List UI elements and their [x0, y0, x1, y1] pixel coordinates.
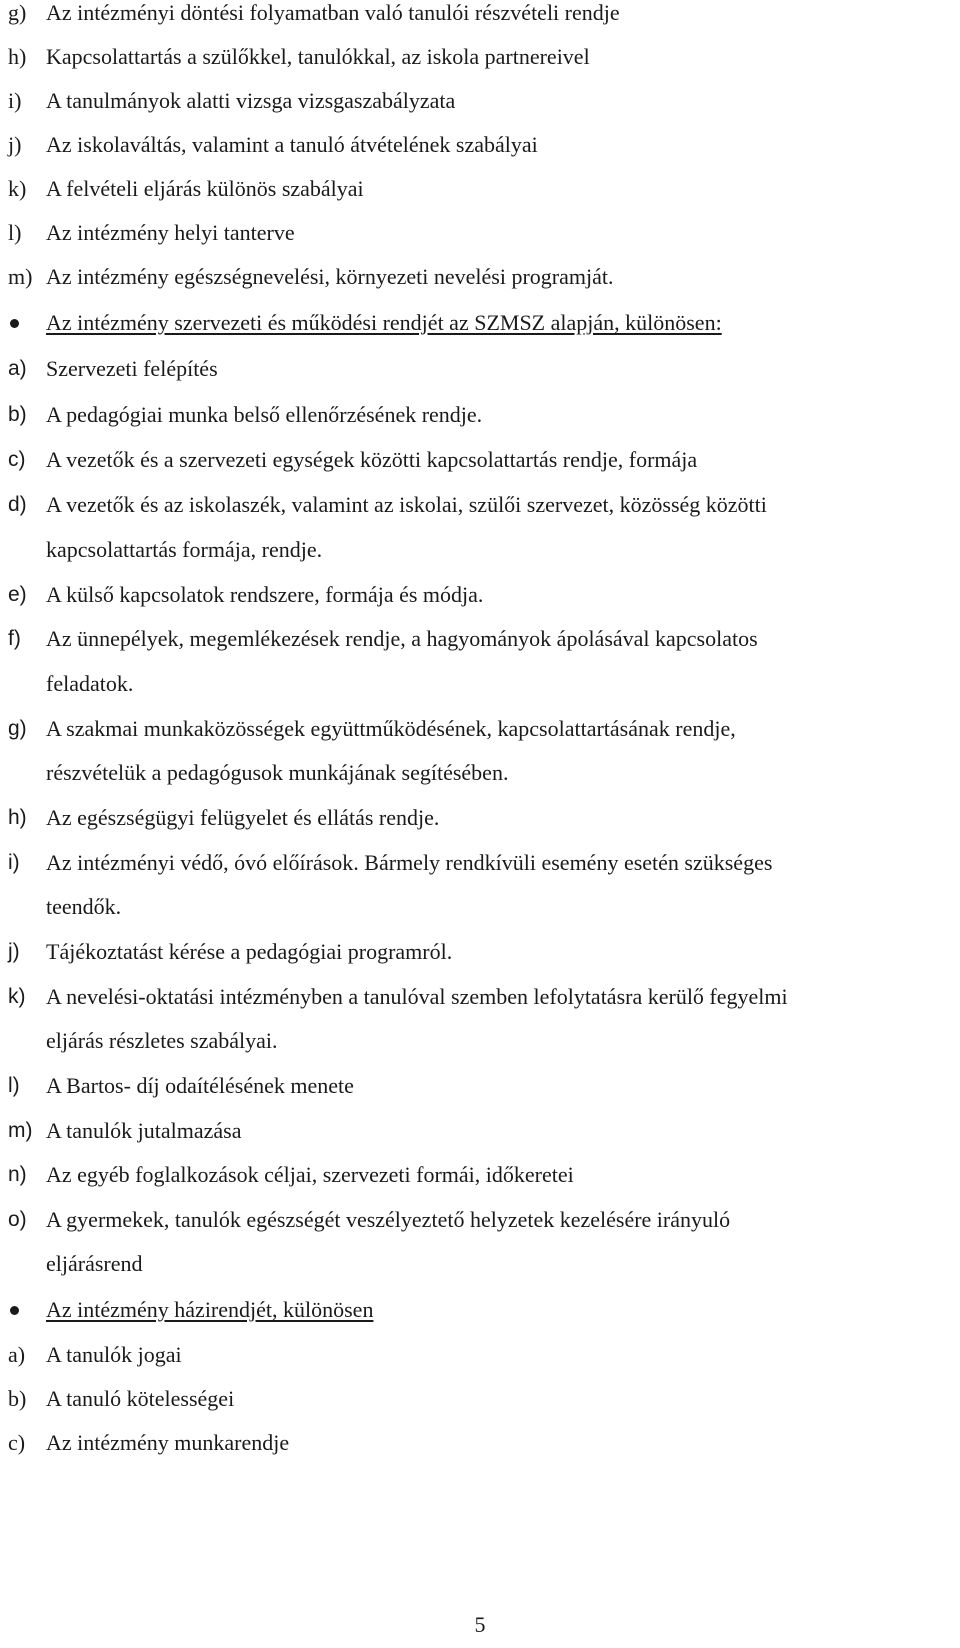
list-marker: d) [8, 493, 27, 516]
list-marker: a) [8, 1342, 26, 1367]
list-marker: l) [8, 1074, 20, 1097]
list-marker: b) [8, 403, 27, 426]
list-item-text: A tanulók jogai [46, 1342, 182, 1367]
list-marker: g) [8, 717, 27, 740]
bullet-icon [10, 1306, 19, 1315]
list-marker: g) [8, 0, 27, 25]
list-item-text: teendők. [46, 894, 122, 919]
list-item-text: Szervezeti felépítés [46, 356, 218, 381]
list-item-text: Az egyéb foglalkozások céljai, szervezeti formái, időkeretei [46, 1162, 574, 1187]
list-item-text: A vezetők és az iskolaszék, valamint az iskolai, szülői szervezet, közösség közötti [46, 492, 767, 517]
list-marker: m) [8, 264, 33, 289]
list-marker: k) [8, 985, 26, 1008]
list-marker: o) [8, 1208, 27, 1231]
list-marker: i) [8, 851, 20, 874]
list-item-text: Az intézmény munkarendje [46, 1430, 290, 1455]
list-marker: a) [8, 357, 27, 380]
list-item-text: A tanuló kötelességei [46, 1386, 235, 1411]
list-item-text: A felvételi eljárás különös szabályai [46, 176, 364, 201]
list-item-text: A gyermekek, tanulók egészségét veszélyeztető helyzetek kezelésére irányuló [46, 1207, 731, 1232]
list-marker: f) [8, 627, 21, 650]
list-item-text: eljárás részletes szabályai. [46, 1028, 278, 1053]
list-marker: j) [8, 132, 22, 157]
list-marker: e) [8, 583, 27, 606]
list-item-text: A nevelési-oktatási intézményben a tanulóval szemben lefolytatásra kerülő fegyelmi [46, 984, 788, 1009]
list-item-text: Tájékoztatást kérése a pedagógiai programról. [46, 939, 453, 964]
list-marker: k) [8, 176, 27, 201]
list-marker: m) [8, 1119, 33, 1142]
list-marker: i) [8, 88, 22, 113]
list-item-text: A külső kapcsolatok rendszere, formája és módja. [46, 582, 484, 607]
list-marker: c) [8, 1430, 26, 1455]
list-marker: b) [8, 1386, 27, 1411]
bullet-heading-text: Az intézmény házirendjét, különösen [46, 1297, 374, 1322]
page-number: 5 [474, 1612, 486, 1637]
list-item-text: A tanulmányok alatti vizsga vizsgaszabályzata [46, 88, 456, 113]
list-marker: c) [8, 448, 26, 471]
list-item-text: A szakmai munkaközösségek együttműködésének, kapcsolattartásának rendje, [46, 716, 736, 741]
list-item-text: Az egészségügyi felügyelet és ellátás rendje. [46, 805, 440, 830]
list-item-text: Az intézményi védő, óvó előírások. Bármely rendkívüli esemény esetén szükséges [46, 850, 773, 875]
bullet-icon [10, 319, 19, 328]
list-marker: h) [8, 44, 27, 69]
list-item-text: Kapcsolattartás a szülőkkel, tanulókkal, az iskola partnereivel [46, 44, 590, 69]
list-marker: h) [8, 806, 27, 829]
list-item-text: Az ünnepélyek, megemlékezések rendje, a hagyományok ápolásával kapcsolatos [46, 626, 758, 651]
list-item-text: A tanulók jutalmazása [46, 1118, 242, 1143]
list-item-text: Az intézmény helyi tanterve [46, 220, 295, 245]
list-item-text: Az intézményi döntési folyamatban való tanulói részvételi rendje [46, 0, 620, 25]
list-marker: j) [8, 940, 20, 963]
list-item-text: részvételük a pedagógusok munkájának segítésében. [46, 760, 509, 785]
list-item-text: A pedagógiai munka belső ellenőrzésének rendje. [46, 402, 483, 427]
list-item-text: Az iskolaváltás, valamint a tanuló átvételének szabályai [46, 132, 538, 157]
list-item-text: kapcsolattartás formája, rendje. [46, 537, 323, 562]
list-marker: l) [8, 220, 22, 245]
list-item-text: feladatok. [46, 671, 134, 696]
list-item-text: Az intézmény egészségnevelési, környezeti nevelési programját. [46, 264, 614, 289]
list-item-text: A Bartos- díj odaítélésének menete [46, 1073, 354, 1098]
list-item-text: eljárásrend [46, 1251, 143, 1276]
list-item-text: A vezetők és a szervezeti egységek közötti kapcsolattartás rendje, formája [46, 447, 698, 472]
list-marker: n) [8, 1163, 27, 1186]
bullet-heading-text: Az intézmény szervezeti és működési rendjét az SZMSZ alapján, különösen: [46, 310, 722, 335]
